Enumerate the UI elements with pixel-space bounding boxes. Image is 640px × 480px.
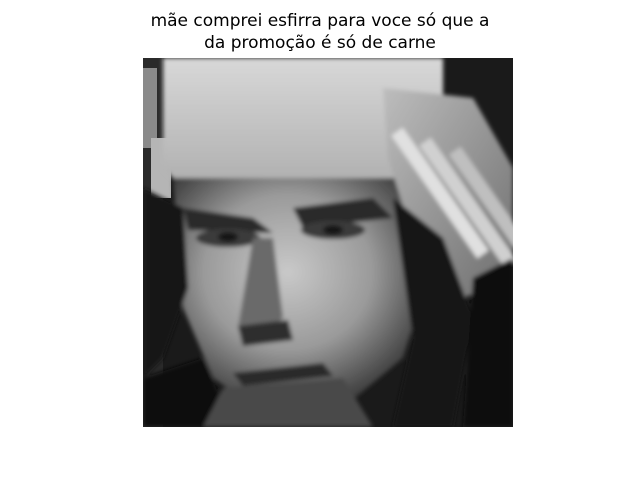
figure-caption <box>0 10 640 54</box>
caption-line-2: da promoção é só de carne <box>204 33 436 53</box>
portrait-drawing <box>143 58 513 427</box>
caption-line-1: mãe comprei esfirra para voce só que a <box>150 11 490 31</box>
portrait-image <box>143 58 513 427</box>
